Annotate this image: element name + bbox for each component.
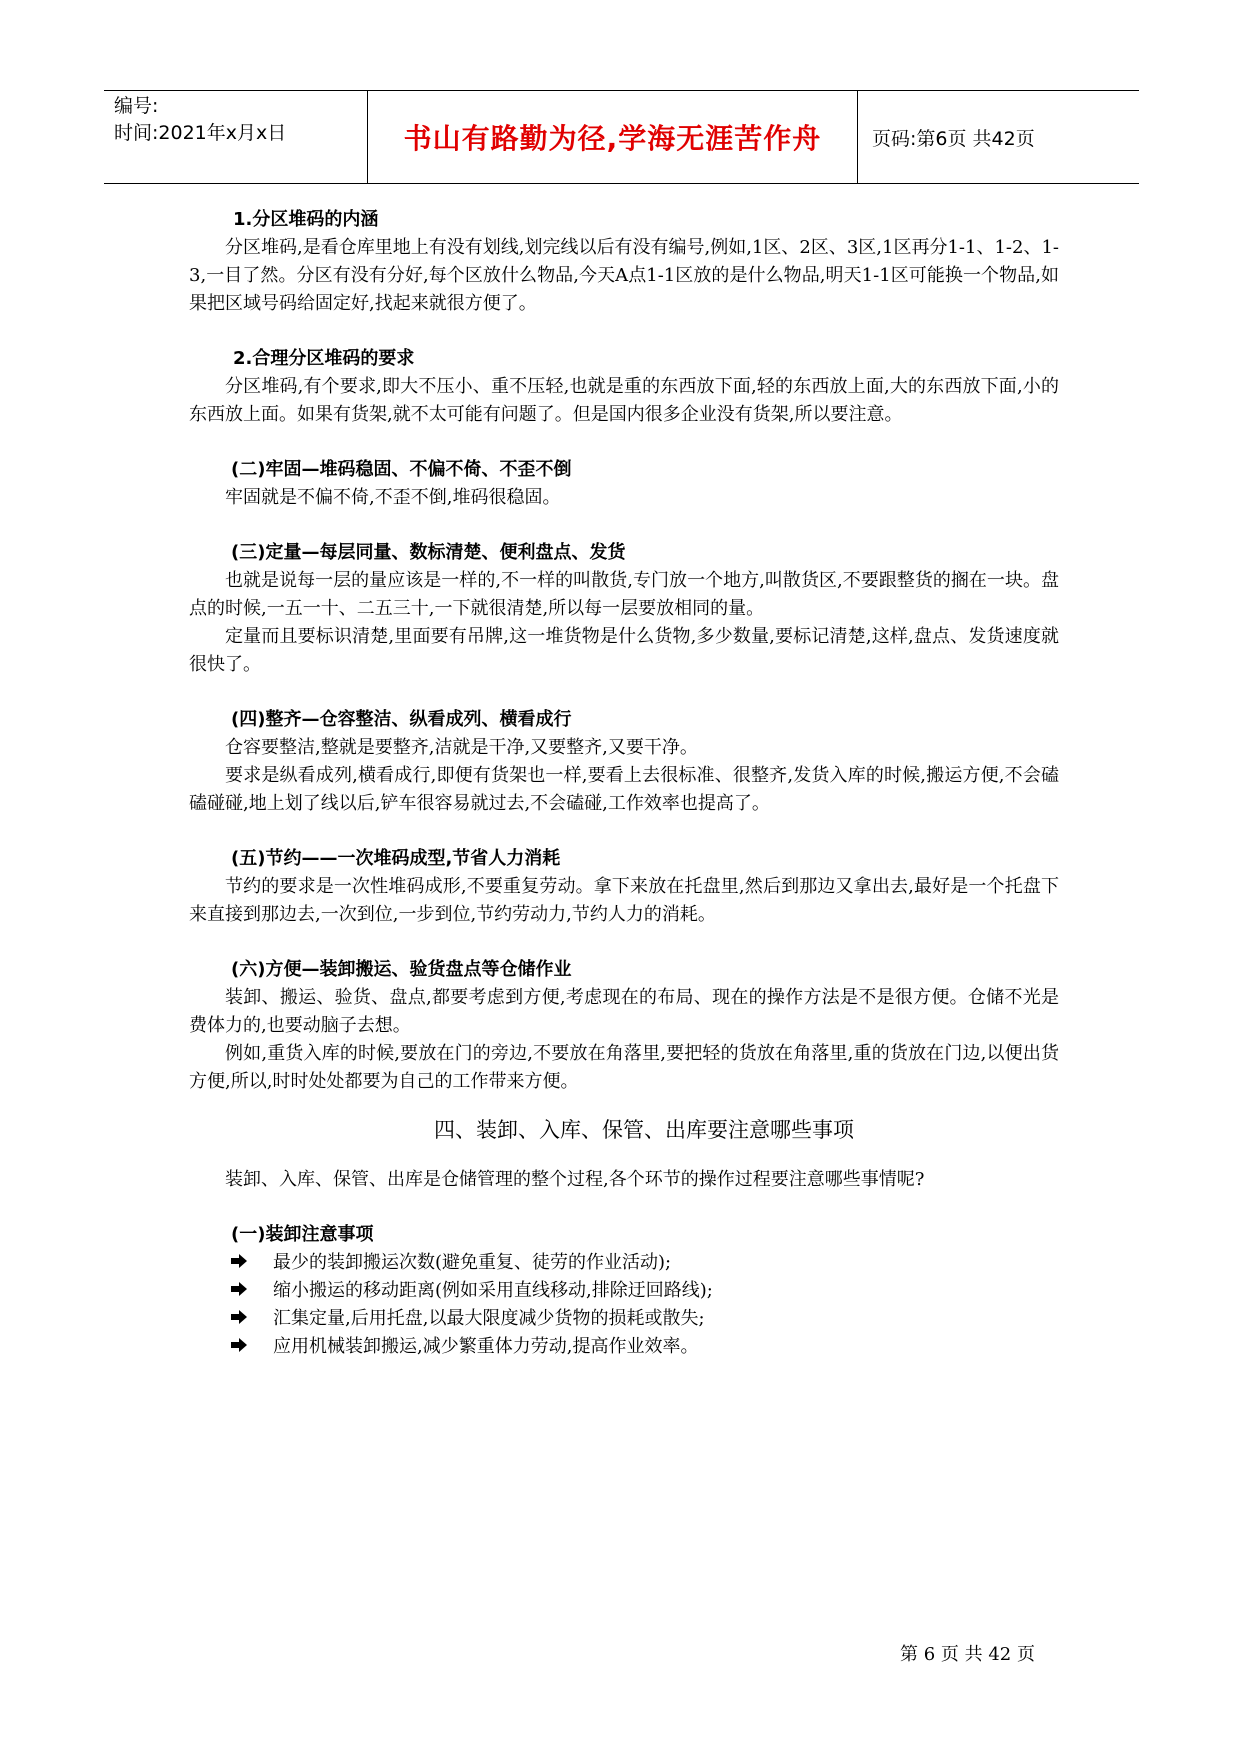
paragraph: 牢固就是不偏不倚,不歪不倒,堆码很稳固。 [225, 487, 561, 508]
paragraph: 节约的要求是一次性堆码成形,不要重复劳动。拿下来放在托盘里,然后到那边又拿出去,最好是一个托盘下来直接到那边去,一次到位,一步到位,节约劳动力,节约人力的消耗。 [189, 876, 1059, 925]
header-meta [104, 91, 368, 183]
paragraph: 仓容要整洁,整就是要整齐,洁就是干净,又要整齐,又要干净。 [225, 737, 698, 758]
time-label: 时间:2021年x月x日 [114, 122, 287, 144]
list-item [189, 1249, 1059, 1277]
heading-1: 1.分区堆码的内涵 [233, 209, 379, 230]
paragraph: 分区堆码,有个要求,即大不压小、重不压轻,也就是重的东西放下面,轻的东西放上面,大的东西放下面,小的东西放上面。如果有货架,就不太可能有问题了。但是国内很多企业没有货架,所以要注意。 [189, 376, 1059, 425]
list-item-text: 应用机械装卸搬运,减少繁重体力劳动,提高作业效率。 [273, 1336, 699, 1357]
document-body [189, 206, 1059, 1361]
list-item [189, 1333, 1059, 1361]
arrow-right-icon [189, 1305, 273, 1333]
arrow-right-icon [189, 1333, 273, 1361]
paragraph: 装卸、入库、保管、出库是仓储管理的整个过程,各个环节的操作过程要注意哪些事情呢? [225, 1169, 925, 1190]
bullet-list [189, 1249, 1059, 1361]
heading-sub: (一)装卸注意事项 [231, 1224, 374, 1245]
header-motto: 书山有路勤为径,学海无涯苦作舟 [368, 91, 858, 183]
list-item-text: 汇集定量,后用托盘,以最大限度减少货物的损耗或散失; [273, 1308, 705, 1329]
heading-7: (六)方便—装卸搬运、验货盘点等仓储作业 [231, 959, 572, 980]
arrow-right-icon [189, 1249, 273, 1277]
page-footer: 第 6 页 共 42 页 [900, 1644, 1035, 1665]
paragraph: 装卸、搬运、验货、盘点,都要考虑到方便,考虑现在的布局、现在的操作方法是不是很方便。仓储不光是费体力的,也要动脑子去想。 [189, 987, 1059, 1036]
list-item [189, 1305, 1059, 1333]
paragraph: 定量而且要标识清楚,里面要有吊牌,这一堆货物是什么货物,多少数量,要标记清楚,这样,盘点、发货速度就很快了。 [189, 626, 1059, 675]
heading-6: (五)节约——一次堆码成型,节省人力消耗 [231, 848, 561, 869]
number-label: 编号: [114, 95, 159, 117]
paragraph: 要求是纵看成列,横看成行,即便有货架也一样,要看上去很标准、很整齐,发货入库的时候,搬运方便,不会磕磕碰碰,地上划了线以后,铲车很容易就过去,不会磕碰,工作效率也提高了。 [189, 765, 1059, 814]
paragraph: 例如,重货入库的时候,要放在门的旁边,不要放在角落里,要把轻的货放在角落里,重的货放在门边,以便出货方便,所以,时时处处都要为自己的工作带来方便。 [189, 1043, 1059, 1092]
heading-5: (四)整齐—仓容整洁、纵看成列、横看成行 [231, 709, 572, 730]
heading-4: (三)定量—每层同量、数标清楚、便利盘点、发货 [231, 542, 626, 563]
section-title: 四、装卸、入库、保管、出库要注意哪些事项 [434, 1118, 854, 1142]
page-header [104, 90, 1139, 184]
list-item [189, 1277, 1059, 1305]
heading-3: (二)牢固—堆码稳固、不偏不倚、不歪不倒 [231, 459, 572, 480]
arrow-right-icon [189, 1277, 273, 1305]
header-page-label: 页码:第6页 共42页 [872, 127, 1035, 150]
list-item-text: 缩小搬运的移动距离(例如采用直线移动,排除迂回路线); [273, 1280, 713, 1301]
list-item-text: 最少的装卸搬运次数(避免重复、徒劳的作业活动); [273, 1252, 672, 1273]
paragraph: 分区堆码,是看仓库里地上有没有划线,划完线以后有没有编号,例如,1区、2区、3区,1区再分1-1、1-2、1-3,一目了然。分区有没有分好,每个区放什么物品,今天A点1-1区放的是什么物品,明天1-1区可能换一个物品,如果把区域号码给固定好,找起来就很方便了。 [189, 237, 1059, 314]
paragraph: 也就是说每一层的量应该是一样的,不一样的叫散货,专门放一个地方,叫散货区,不要跟整货的搁在一块。盘点的时候,一五一十、二五三十,一下就很清楚,所以每一层要放相同的量。 [189, 570, 1059, 619]
heading-2: 2.合理分区堆码的要求 [233, 348, 415, 369]
